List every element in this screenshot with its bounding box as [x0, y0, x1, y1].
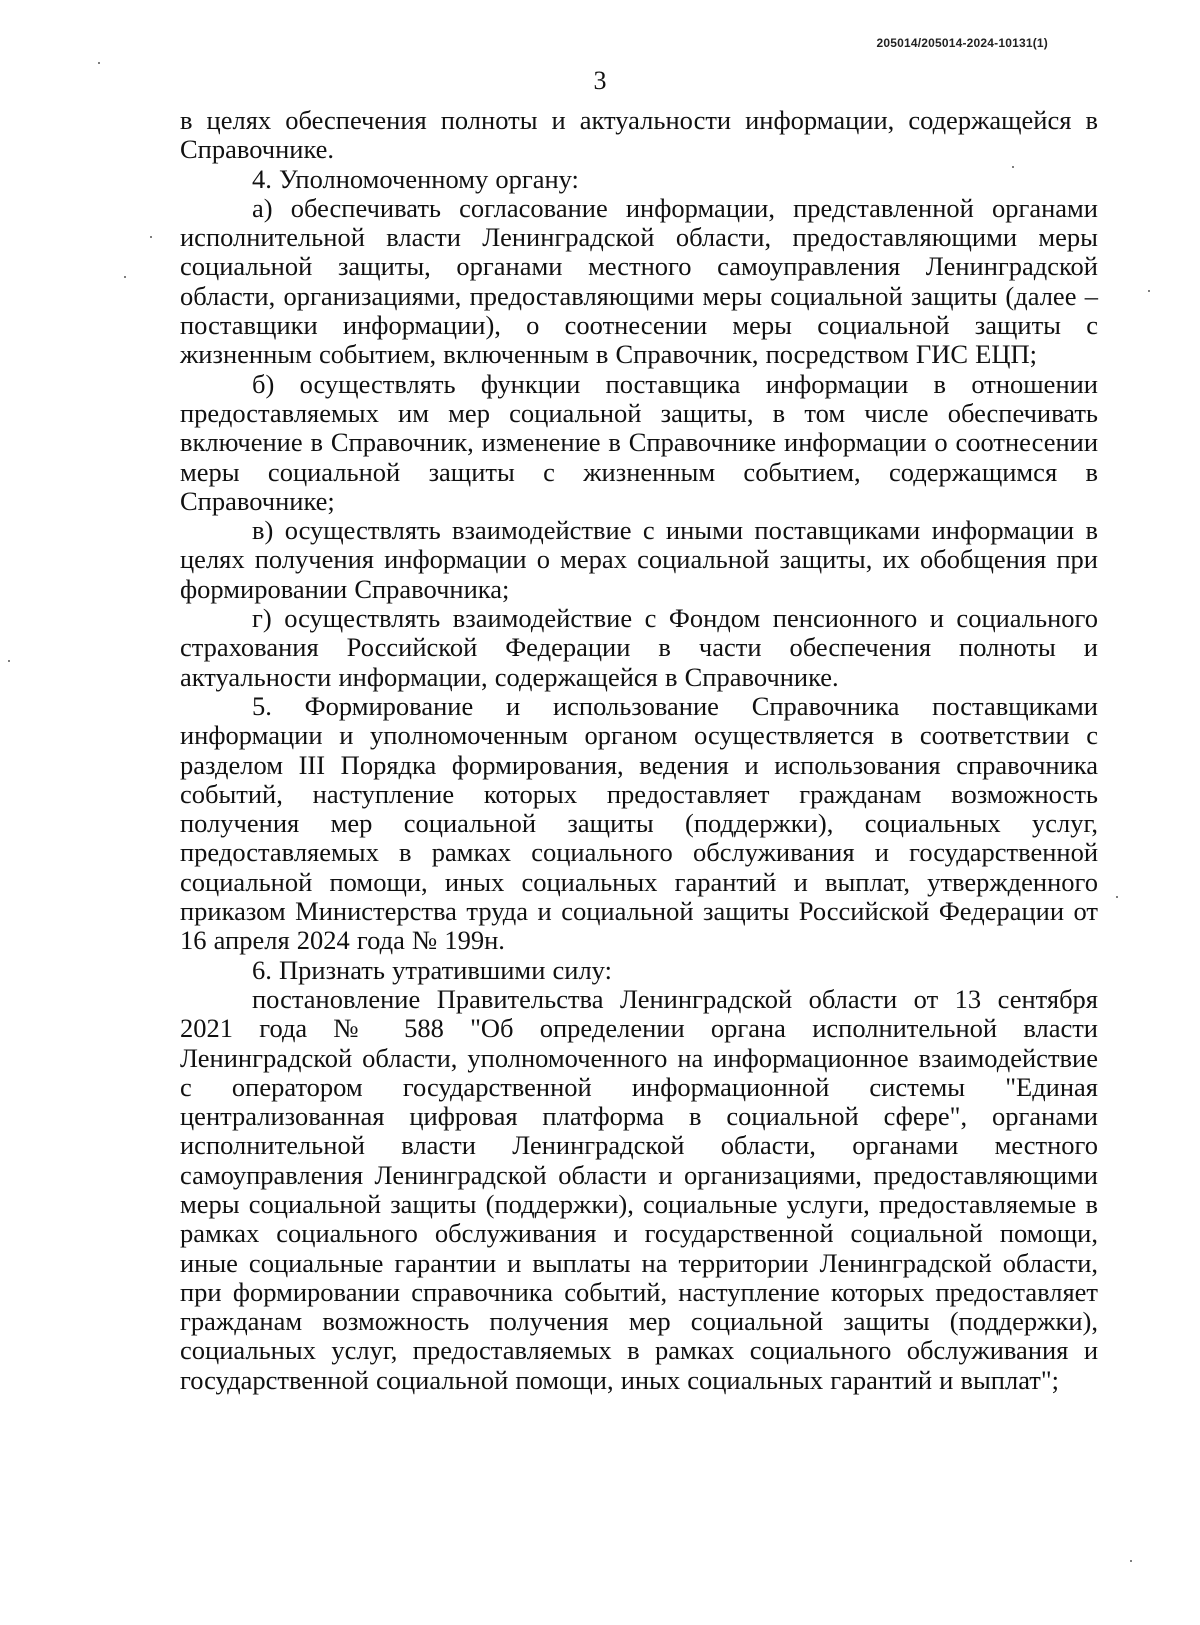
page-number: 3 [593, 66, 607, 95]
paragraph-item-4a: а) обеспечивать согласование информации, представленной органами исполнительной власти Ленинградской области, предоставляющими меры социальной защиты, органами местного самоуправления Ленинградской области, организациями, предоставляющими меры социальной защиты (далее – поставщики информации), о соотнесении меры социальной защиты с жизненным событием, включенным в Справочник, посредством ГИС ЕЦП; [180, 192, 1098, 370]
paragraph-item-5: 5. Формирование и использование Справочника поставщиками информации и уполномоченным органом осуществляется в соответствии с разделом III Порядка формирования, ведения и использования справочника событий, наступление которых предоставляет гражданам возможность получения мер социальной защиты (поддержки), социальных услуг, предоставляемых в рамках социального обслуживания и государственной социальной помощи, иных социальных гарантий и выплат, утвержденного приказом Министерства труда и социальной защиты Российской Федерации от 16 апреля 2024 года № 199н. [180, 690, 1098, 956]
document-body [180, 106, 1098, 1395]
paragraph-item-6: 6. Признать утратившими силу: [252, 954, 612, 985]
paragraph-item-4g: г) осуществлять взаимодействие с Фондом пенсионного и социального страхования Российской Федерации в части обеспечения полноты и актуальности информации, содержащейся в Справочнике. [180, 603, 1098, 692]
paragraph-continuation: в целях обеспечения полноты и актуальности информации, содержащейся в Справочнике. [180, 105, 1098, 165]
scan-speck [1012, 166, 1014, 168]
scan-speck [1148, 290, 1150, 292]
paragraph-item-4: 4. Уполномоченному органу: [252, 163, 579, 194]
document-id: 205014/205014-2024-10131(1) [876, 36, 1048, 50]
scan-speck [1130, 1560, 1132, 1562]
paragraph-item-4b: б) осуществлять функции поставщика информации в отношении предоставляемых им мер социальной защиты, в том числе обеспечивать включение в Справочник, изменение в Справочнике информации о соотнесении меры социальной защиты с жизненным событием, содержащимся в Справочнике; [180, 368, 1098, 516]
scan-speck [124, 276, 126, 278]
paragraph-repealed-act: постановление Правительства Ленинградской области от 13 сентября 2021 года № 588 "Об определении органа исполнительной власти Ленинградской области, уполномоченного на информационное взаимодействие с оператором государственной информационной системы "Единая централизованная цифровая платформа в социальной сфере", органами исполнительной власти Ленинградской области, органами местного самоуправления Ленинградской области и организациями, предоставляющими меры социальной защиты (поддержки), социальные услуги, предоставляемые в рамках социального обслуживания и государственной социальной помощи, иные социальные гарантии и выплаты на территории Ленинградской области, при формировании справочника событий, наступление которых предоставляет гражданам возможность получения мер социальной защиты (поддержки), социальных услуг, предоставляемых в рамках социального обслуживания и государственной социальной помощи, иных социальных гарантий и выплат"; [180, 983, 1098, 1395]
paragraph-item-4v: в) осуществлять взаимодействие с иными поставщиками информации в целях получения информации о мерах социальной защиты, их обобщения при формировании Справочника; [180, 515, 1098, 604]
scan-speck [150, 236, 152, 238]
scan-speck [8, 660, 10, 662]
scan-speck [98, 62, 100, 64]
scan-speck [1116, 896, 1118, 898]
